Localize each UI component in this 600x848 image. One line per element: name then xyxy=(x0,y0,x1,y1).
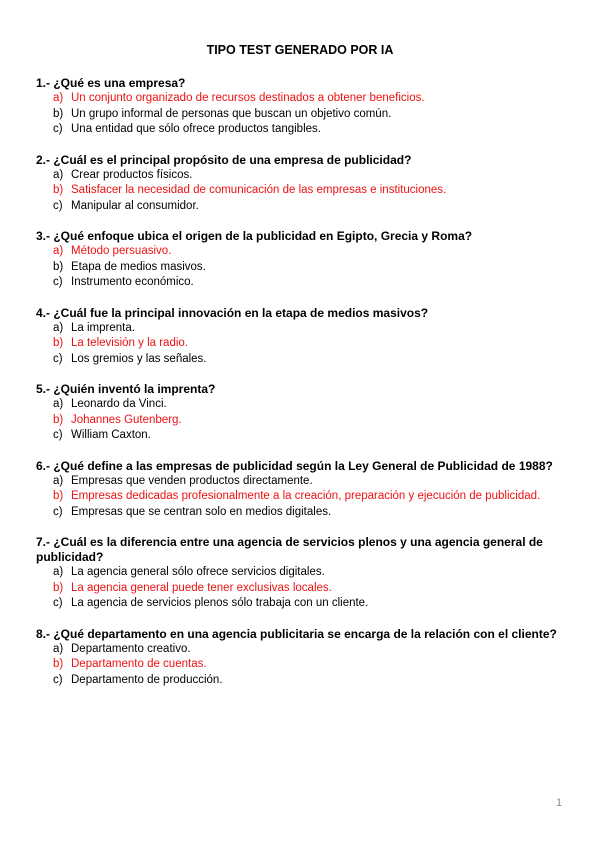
option-letter: b) xyxy=(53,413,64,426)
option-a xyxy=(36,565,566,581)
question-2 xyxy=(36,153,566,215)
option-c xyxy=(36,673,566,689)
option-a xyxy=(36,321,566,337)
option-letter: c) xyxy=(53,123,63,135)
option-text: William Caxton. xyxy=(71,429,151,441)
option-letter: a) xyxy=(53,92,64,104)
option-text: Satisfacer la necesidad de comunicación de las empresas e instituciones. xyxy=(71,184,447,196)
option-letter: c) xyxy=(53,673,63,686)
option-text: La agencia general sólo ofrece servicios digitales. xyxy=(71,566,325,578)
option-text: Los gremios y las señales. xyxy=(71,352,207,365)
option-b xyxy=(36,413,566,429)
option-letter: a) xyxy=(53,245,64,257)
option-text: Etapa de medios masivos. xyxy=(71,260,206,273)
option-text: Empresas que se centran solo en medios digitales. xyxy=(71,505,332,518)
option-letter: a) xyxy=(53,474,64,487)
option-a xyxy=(36,168,566,184)
option-text: Un conjunto organizado de recursos destinados a obtener beneficios. xyxy=(71,92,425,104)
option-b xyxy=(36,657,566,673)
question-7 xyxy=(36,535,566,612)
option-letter: a) xyxy=(53,566,64,578)
option-text: Una entidad que sólo ofrece productos tangibles. xyxy=(71,123,321,135)
option-a xyxy=(36,474,566,490)
option-letter: a) xyxy=(53,642,64,655)
option-letter: c) xyxy=(53,352,63,365)
option-letter: c) xyxy=(53,199,63,212)
option-letter: b) xyxy=(53,581,64,594)
option-b xyxy=(36,581,566,597)
option-c xyxy=(36,505,566,521)
option-text: Departamento creativo. xyxy=(71,642,191,655)
option-b xyxy=(36,260,566,276)
option-c xyxy=(36,122,566,138)
question-text: 7.- ¿Cuál es la diferencia entre una agencia de servicios plenos y una agencia general de publicidad? xyxy=(36,535,543,564)
option-a xyxy=(36,642,566,658)
option-letter: b) xyxy=(53,107,64,120)
question-4 xyxy=(36,306,566,368)
option-text: Departamento de producción. xyxy=(71,673,223,686)
option-c xyxy=(36,428,566,444)
option-c xyxy=(36,199,566,215)
option-text: La imprenta. xyxy=(71,321,135,334)
option-text: Método persuasivo. xyxy=(71,245,172,257)
question-1 xyxy=(36,76,566,138)
option-b xyxy=(36,183,566,199)
question-text: 4.- ¿Cuál fue la principal innovación en la etapa de medios masivos? xyxy=(36,305,429,320)
option-letter: b) xyxy=(53,184,64,196)
question-text: 2.- ¿Cuál es el principal propósito de una empresa de publicidad? xyxy=(36,152,412,167)
question-text: 3.- ¿Qué enfoque ubica el origen de la publicidad en Egipto, Grecia y Roma? xyxy=(36,229,473,243)
option-letter: c) xyxy=(53,505,63,518)
option-letter: a) xyxy=(53,321,64,334)
option-b xyxy=(36,336,566,352)
option-a xyxy=(36,244,566,260)
option-letter: a) xyxy=(53,168,64,181)
option-text: Departamento de cuentas. xyxy=(71,658,207,670)
option-letter: b) xyxy=(53,490,64,502)
option-text: Empresas que venden productos directamente. xyxy=(71,474,313,487)
question-text: 6.- ¿Qué define a las empresas de publicidad según la Ley General de Publicidad de 1988? xyxy=(36,458,553,473)
option-text: Johannes Gutenberg. xyxy=(71,413,182,426)
option-c xyxy=(36,275,566,291)
question-6 xyxy=(36,459,566,521)
option-letter: b) xyxy=(53,658,64,670)
option-text: Un grupo informal de personas que buscan un objetivo común. xyxy=(71,107,392,120)
page-number: 1 xyxy=(556,797,563,809)
option-text: Leonardo da Vinci. xyxy=(71,398,167,410)
option-letter: c) xyxy=(53,429,63,441)
option-text: Instrumento económico. xyxy=(71,276,194,288)
question-5 xyxy=(36,382,566,444)
option-letter: c) xyxy=(53,597,63,609)
page-title: TIPO TEST GENERADO POR IA xyxy=(206,43,394,57)
question-text: 5.- ¿Quién inventó la imprenta? xyxy=(36,382,216,396)
option-text: Manipular al consumidor. xyxy=(71,199,199,212)
option-b xyxy=(36,107,566,123)
option-text: La televisión y la radio. xyxy=(71,337,188,349)
question-text: 1.- ¿Qué es una empresa? xyxy=(36,76,186,90)
option-text: La agencia de servicios plenos sólo trabaja con un cliente. xyxy=(71,597,369,609)
option-text: Empresas dedicadas profesionalmente a la creación, preparación y ejecución de publicidad. xyxy=(71,490,541,502)
option-letter: b) xyxy=(53,260,64,273)
question-8 xyxy=(36,627,566,689)
option-a xyxy=(36,397,566,413)
option-c xyxy=(36,352,566,368)
option-a xyxy=(36,91,566,107)
option-b xyxy=(36,489,566,505)
option-text: La agencia general puede tener exclusivas locales. xyxy=(71,581,332,594)
option-letter: a) xyxy=(53,398,64,410)
question-text: 8.- ¿Qué departamento en una agencia publicitaria se encarga de la relación con el cliente? xyxy=(36,626,557,641)
option-c xyxy=(36,596,566,612)
question-3 xyxy=(36,229,566,291)
option-letter: b) xyxy=(53,337,64,349)
option-letter: c) xyxy=(53,276,63,288)
question-list xyxy=(36,76,566,703)
option-text: Crear productos físicos. xyxy=(71,168,193,181)
